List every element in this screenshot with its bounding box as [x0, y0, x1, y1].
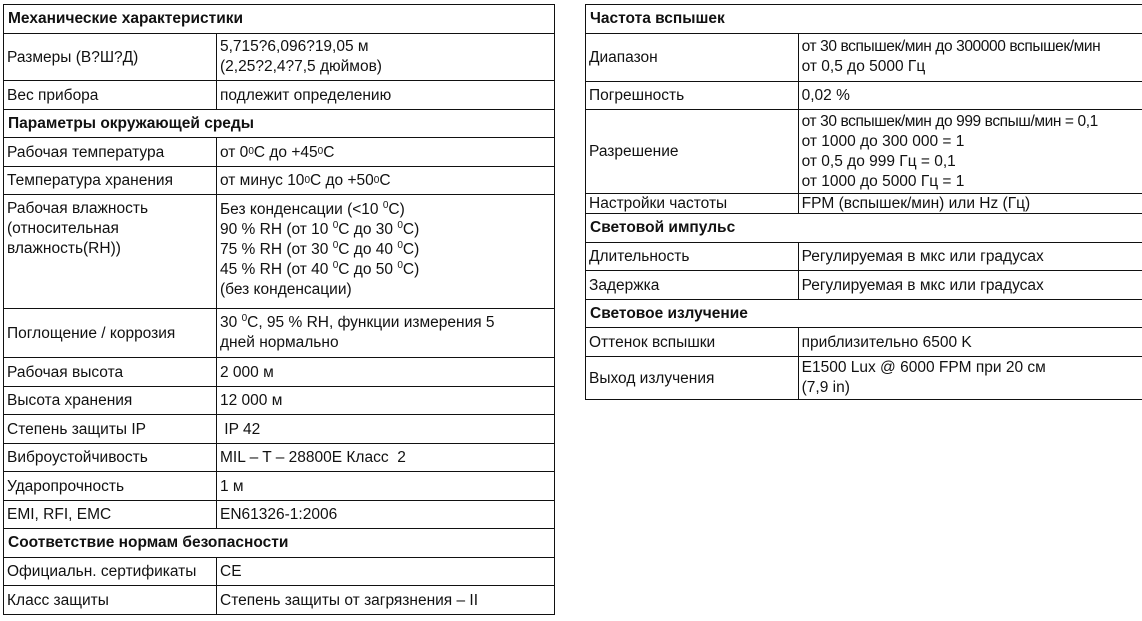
value-text: C до +50 [310, 172, 374, 189]
value-line: от 0,5 до 5000 Гц [801, 58, 926, 75]
row-value: от минус 10 0 C до +50 0 C [220, 172, 391, 189]
row-label: Погрешность [586, 82, 799, 109]
row-label: Степень защиты IP [4, 415, 217, 443]
table-row-range [586, 34, 1142, 82]
table-row-accuracy [586, 82, 1142, 110]
section-header-emission [586, 300, 1142, 328]
row-label: Температура хранения [4, 167, 217, 194]
table-row-store-altitude [4, 387, 554, 415]
section-header-environment [4, 110, 554, 138]
value-line: от 30 вспышек/мин до 999 вспыш/мин = 0,1 [801, 113, 1098, 130]
row-value: Регулируемая в мкс или градусах [801, 248, 1044, 265]
section-title: Световой импульс [590, 219, 736, 236]
row-value: от 0 0 C до +45 0 C [220, 143, 335, 161]
value-line: от 30 вспышек/мин до 300000 вспышек/мин [801, 38, 1101, 55]
table-row-op-temp [4, 138, 554, 167]
row-value: 0,02 % [801, 87, 850, 104]
row-value: подлежит определению [220, 86, 392, 104]
row-value: 2 000 м [220, 363, 274, 381]
specs-table-left [3, 4, 555, 615]
value-text: C до +45 [253, 143, 318, 161]
table-row-protection-class [4, 586, 554, 614]
value-line: (2,25?2,4?7,5 дюймов) [220, 58, 382, 75]
row-label: EMI, RFI, EMC [4, 501, 217, 528]
table-row-corrosion [4, 309, 554, 358]
row-label: Ударопрочность [4, 472, 217, 500]
table-row-resolution [586, 110, 1142, 194]
row-label: Высота хранения [4, 387, 217, 414]
value-text: C [323, 143, 335, 161]
row-label: Рабочая температура [4, 138, 217, 166]
row-label [4, 195, 217, 308]
value-line: (без конденсации) [220, 281, 352, 298]
row-value [799, 34, 1142, 81]
table-row-certificates [4, 558, 554, 586]
row-value: Степень защиты от загрязнения – II [220, 591, 479, 609]
specs-table-right [585, 4, 1142, 400]
row-value: EN61326-1:2006 [220, 506, 338, 523]
row-label: Задержка [586, 271, 799, 299]
row-value: MIL – T – 28800E Класс 2 [220, 449, 406, 466]
row-label: Рабочая высота [4, 358, 217, 386]
value-text: от 0 [220, 143, 249, 161]
row-value: 12 000 м [220, 392, 283, 409]
table-row-tint [586, 328, 1142, 357]
row-label: Виброустойчивость [4, 444, 217, 471]
label-line: Рабочая влажность [7, 200, 149, 217]
section-title: Механические характеристики [8, 10, 244, 27]
row-label: Разрешение [586, 110, 799, 193]
row-label: Диапазон [586, 34, 799, 81]
row-label: Настройки частоты [586, 194, 799, 213]
value-line: 5,715?6,096?19,05 м [220, 38, 369, 55]
table-row-vibration [4, 444, 554, 472]
table-row-output [586, 357, 1142, 399]
section-title: Параметры окружающей среды [8, 114, 254, 132]
value-line: 90 % RH (от 10 $^0$C до 30 $^0$C) [220, 220, 420, 238]
section-header-mechanical [4, 5, 554, 34]
row-label: Выход излучения [586, 357, 799, 399]
row-value [217, 195, 554, 308]
value-text: C [379, 172, 391, 189]
value-line: 75 % RH (от 30 $^0$C до 40 $^0$C) [220, 240, 420, 258]
row-value [217, 309, 554, 357]
row-value [799, 110, 1142, 193]
row-label: Класс защиты [4, 586, 217, 614]
value-line: дней нормально [220, 334, 339, 351]
table-row-size [4, 34, 554, 81]
label-line: влажность(RH)) [7, 240, 121, 257]
section-title: Световое излучение [590, 304, 748, 322]
row-value: CE [220, 563, 242, 580]
value-line: (7,9 in) [801, 379, 850, 396]
table-row-ip [4, 415, 554, 444]
row-value: приблизительно 6500 K [801, 333, 972, 351]
row-label: Оттенок вспышки [586, 328, 799, 356]
row-label: Официальн. сертификаты [4, 558, 217, 585]
row-value: IP 42 [220, 420, 261, 438]
section-title: Частота вспышек [590, 10, 725, 27]
table-row-store-temp [4, 167, 554, 195]
row-label: Длительность [586, 243, 799, 270]
row-value [799, 357, 1142, 399]
table-row-delay [586, 271, 1142, 300]
row-label: Вес прибора [4, 81, 217, 109]
table-row-shock [4, 472, 554, 501]
row-label: Поглощение / коррозия [4, 309, 217, 357]
row-value: 1 м [220, 477, 244, 495]
section-title: Соответствие нормам безопасности [8, 534, 289, 551]
value-line: от 1000 до 300 000 = 1 [801, 133, 965, 150]
value-line: E1500 Lux @ 6000 FPM при 20 см [801, 359, 1046, 376]
value-line: от 1000 до 5000 Гц = 1 [801, 173, 965, 190]
value-line: 45 % RH (от 40 $^0$C до 50 $^0$C) [220, 260, 420, 278]
row-value [217, 34, 554, 80]
table-row-duration [586, 243, 1142, 271]
section-header-safety [4, 529, 554, 558]
section-header-pulse [586, 214, 1142, 243]
row-value: Регулируемая в мкс или градусах [801, 276, 1044, 294]
table-row-humidity [4, 195, 554, 309]
table-row-emi [4, 501, 554, 529]
table-row-freq-settings [586, 194, 1142, 214]
value-text: от минус 10 [220, 172, 305, 189]
label-line: (относительная [7, 220, 119, 237]
table-row-weight [4, 81, 554, 110]
table-row-op-altitude [4, 358, 554, 387]
row-value: FPM (вспышек/мин) или Hz (Гц) [801, 195, 1031, 212]
value-line: 30 $^0$C, 95 % RH, функции измерения 5 [220, 313, 495, 331]
section-header-flash-rate [586, 5, 1142, 34]
value-line: Без конденсации (<10 $^0$C) [220, 200, 405, 218]
row-label: Размеры (В?Ш?Д) [4, 34, 217, 80]
value-line: от 0,5 до 999 Гц = 0,1 [801, 153, 956, 170]
